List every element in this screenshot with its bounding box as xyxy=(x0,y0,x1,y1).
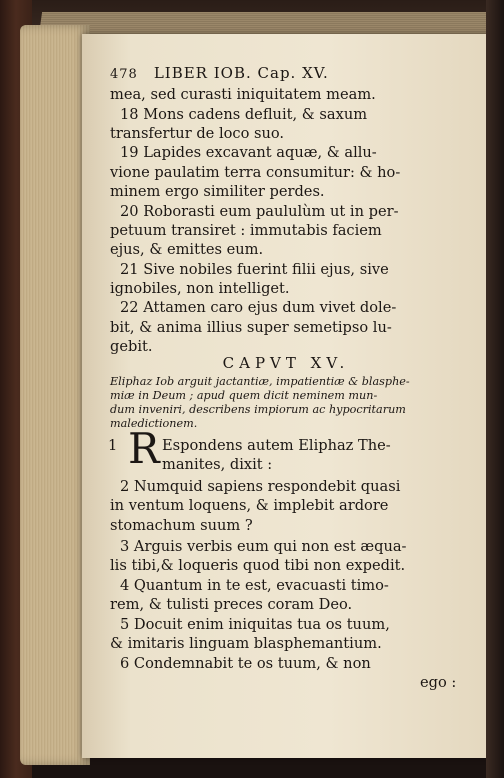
text-line: 19 Lapides excavant aquæ, & allu- xyxy=(120,144,377,161)
text-line: in ventum loquens, & implebit ardore xyxy=(110,497,389,514)
text-line: petuum transiret : immutabis faciem xyxy=(110,222,382,239)
text-line: rem, & tulisti preces coram Deo. xyxy=(110,596,353,613)
text-line: 18 Mons cadens defluit, & saxum xyxy=(120,106,368,123)
text-line: 22 Attamen caro ejus dum vivet dole- xyxy=(120,299,397,316)
text-line: manites, dixit : xyxy=(162,456,273,473)
right-shadow xyxy=(486,0,504,778)
text-line: 3 Arguis verbis eum qui non est æqua- xyxy=(120,538,407,555)
text-line: 21 Sive nobiles fuerint filii ejus, sive xyxy=(120,261,389,278)
verse-number: 1 xyxy=(108,437,118,454)
running-header xyxy=(110,64,329,82)
text-line: 5 Docuit enim iniquitas tua os tuum, xyxy=(120,616,390,633)
text-line: 4 Quantum in te est, evacuasti timo- xyxy=(120,577,389,594)
page-stack-edge xyxy=(20,25,90,765)
chapter-heading: CAPVT XV. xyxy=(222,354,350,372)
chapter-summary-line: maledictionem. xyxy=(110,417,198,430)
text-line: stomachum suum ? xyxy=(110,517,253,534)
text-line: minem ergo similiter perdes. xyxy=(110,183,325,200)
text-line: gebit. xyxy=(110,338,153,355)
catchword: ego : xyxy=(420,674,457,691)
drop-capital: R xyxy=(128,424,160,473)
text-line: mea, sed curasti iniquitatem meam. xyxy=(110,86,376,103)
text-line: transfertur de loco suo. xyxy=(110,125,285,142)
text-line: 20 Roborasti eum paululùm ut in per- xyxy=(120,203,399,220)
text-line: 2 Numquid sapiens respondebit quasi xyxy=(120,478,401,495)
text-line: bit, & anima illius super semetipso lu- xyxy=(110,319,392,336)
chapter-summary-line: Eliphaz Iob arguit jactantiæ, impatientiæ & blasphe- xyxy=(110,375,410,388)
text-line: 6 Condemnabit te os tuum, & non xyxy=(120,655,371,672)
text-line: ignobiles, non intelliget. xyxy=(110,280,290,297)
text-line: ejus, & emittes eum. xyxy=(110,241,264,258)
page-number: 478 xyxy=(110,67,138,82)
text-line: vione paulatim terra consumitur: & ho- xyxy=(110,164,401,181)
chapter-summary-line: miæ in Deum ; apud quem dicit neminem mun- xyxy=(110,389,378,402)
text-line: & imitaris linguam blasphemantium. xyxy=(110,635,382,652)
running-title: LIBER IOB. Cap. XV. xyxy=(153,64,329,82)
chapter-summary-line: dum inveniri, describens impiorum ac hypocritarum xyxy=(110,403,406,416)
text-line: lis tibi,& loqueris quod tibi non expedit. xyxy=(110,557,406,574)
text-line: Espondens autem Eliphaz The- xyxy=(162,437,391,454)
